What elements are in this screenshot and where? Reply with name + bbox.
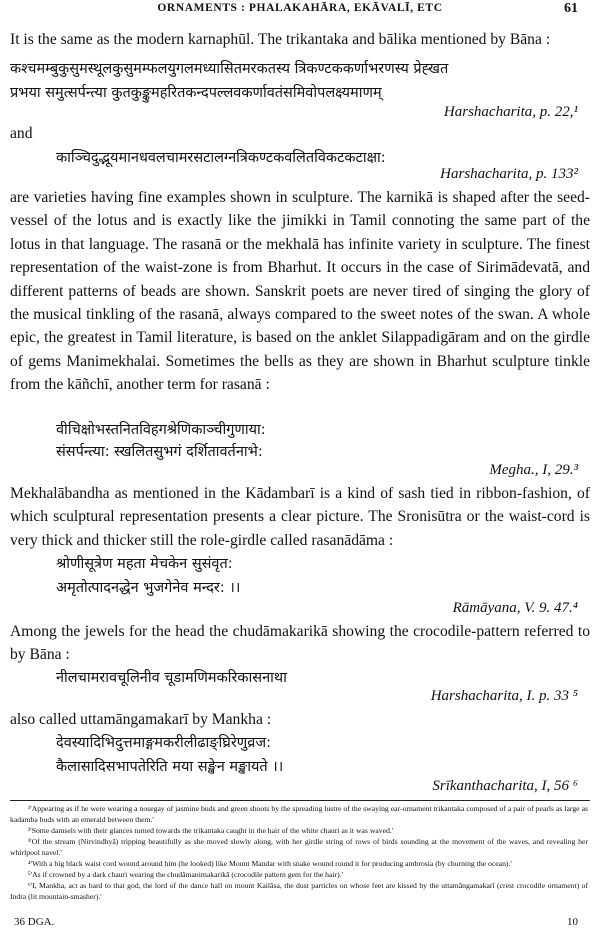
footnote-5: ⁵'As if crowned by a dark chauri wearing the chudāmanimakarikā (crocodile pattern gem for the hair).': [28, 870, 343, 879]
paragraph-4: Among the jewels for the head the chudāmakarikā showing the crocodile-pattern referred to by Bāna :: [10, 623, 590, 664]
page-number: 61: [564, 1, 578, 16]
sanskrit-verse-3-line-2: संसर्पन्त्या: स्खलितसुभगं दर्शितावर्तनाभे:: [56, 444, 263, 460]
sanskrit-verse-1-line-1: कश्चमम्बुकुसुमस्थूलकुसुमम्फलयुगलमध्यासितमरकतस्य त्रिकण्टककर्णाभरणस्य प्रेह्खत: [10, 61, 449, 77]
citation-4: Rāmāyana, V. 9. 47.⁴: [452, 600, 578, 616]
printer-signature: 36 DGA.: [14, 916, 55, 928]
citation-5: Harshacharita, I. p. 33 ⁵: [430, 688, 578, 704]
paragraph-1: It is the same as the modern karnaphūl. The trikantaka and bālika mentioned by Bāna :: [10, 31, 551, 48]
footnote-6: ⁶'I, Mankha, act as bard to that god, the lord of the dance hall on mount Kailāsa, the dust particles on whose feet are kissed by the uttamāngamakarī (crest crocodile ornament) of Indra (lit mountain-smasher).': [10, 881, 588, 902]
connector-and: and: [10, 125, 33, 142]
citation-1: Harshacharita, p. 22,¹: [443, 104, 578, 120]
footnote-2: ²'Some damsels with their glances turned towards the trikantaka caught in the hair of the white chauri as it was waved.': [28, 826, 394, 835]
sanskrit-verse-6-line-1: देवस्यादिभिदुत्तमाङ्गमकरीलीढाङ्घ्रिरेणुव्रज:: [56, 735, 271, 751]
sanskrit-verse-1-line-2: प्रभया समुत्सर्पन्त्या कुतकुङ्कुमहरितकन्दपल्लवकर्णावतंसमिवोपलक्ष्यमाणम्: [10, 85, 382, 101]
citation-2: Harshacharita, p. 133²: [440, 166, 578, 182]
footnote-separator: [10, 800, 590, 801]
sanskrit-verse-4-line-2: अमृतोत्पादनद्धेन भुजगेनेव मन्दर: ।।: [56, 580, 241, 596]
footnote-3: ³'Of the stream (Nirvindhyā) tripping beautifully as she moved slowly along, with her girdle string of rows of birds sounding at the movement of the waves, and revealing her whirlpool navel.': [10, 837, 588, 858]
footnote-4: ⁴'With a big black waist cord wound around him (he looked) like Mount Mandar with snake wound round it for producing ambrosia (by churning the ocean).': [28, 859, 512, 868]
paragraph-3: Mekhalābandha as mentioned in the Kādambarī is a kind of sash tied in ribbon-fashion, of which sculptural representation presents a clear picture. The Sronisūtra or the waist-cord is very thick and thicker still the role-girdle called rasanādāma :: [10, 485, 590, 549]
citation-3: Megha., I, 29.³: [489, 462, 578, 478]
sanskrit-verse-5: नीलचामरावचूलिनीव चूडामणिमकरिकासनाथा: [56, 670, 287, 686]
sheet-number: 10: [567, 916, 578, 928]
footnote-1: ¹'Appearing as if he were wearing a nosegay of jasmine buds and green shoots by the spreading lustre of the swaying ear-ornament trikantaka composed of a pair of pearls as large as kadamba buds with an emerald between them.': [10, 804, 588, 825]
citation-6: Srīkanthacharita, I, 56 ⁶: [432, 778, 578, 794]
sanskrit-verse-4-line-1: श्रोणीसूत्रेण महता मेचकेन सुसंवृत:: [56, 556, 233, 572]
sanskrit-verse-6-line-2: कैलासादिसभापतेरिति मया सङ्खेन मङ्खायते ।।: [56, 759, 284, 775]
paragraph-2: are varieties having fine examples shown in sculpture. The karnikā is shaped after the seed-vessel of the lotus and is exactly like the jimikki in Tamil connoting the same part of the lotus in that language. The rasanā or the mekhalā has infinite variety in sculpture. The finest representation of the waist-zone is from Bharhut. It occurs in the case of Sirimādevatā, and different patterns of beads are shown. Sanskrit poets are never tired of singing the glory of the musical tinkling of the rasanā, always compared to the sweet notes of the swan. A whole epic, the greatest in Tamil literature, is based on the anklet Silappadigāram and on the girdle of gems Manimekhalai. Sometimes the bells as they are shown in Bharhut sculpture tinkle from the kāñchī, another term for rasanā :: [10, 189, 590, 394]
running-title: ORNAMENTS : PHALAKAHĀRA, EKĀVALĪ, ETC: [157, 2, 443, 14]
paragraph-5: also called uttamāngamakarī by Mankha :: [10, 711, 272, 728]
sanskrit-verse-2: काञ्चिदुद्भूयमानधवलचामरसटालग्नत्रिकण्टकवलितविकटकटाक्षा:: [56, 150, 386, 166]
sanskrit-verse-3-line-1: वीचिक्षोभस्तनितविहगश्रेणिकाञ्चीगुणाया:: [56, 422, 266, 438]
